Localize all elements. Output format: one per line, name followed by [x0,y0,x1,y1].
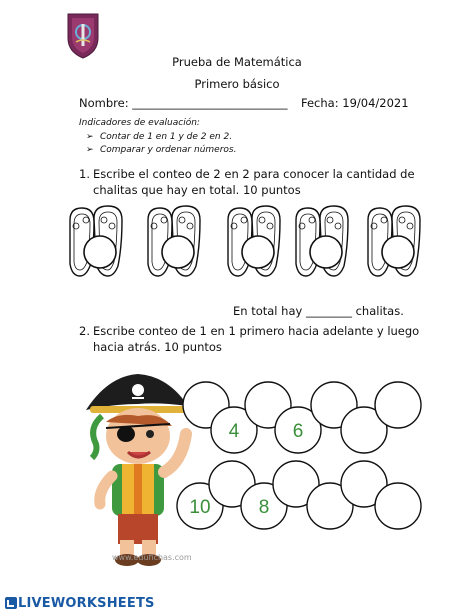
count-number: 4 [228,421,240,442]
edufichas-watermark: www.edufichas.com [112,553,192,562]
circle-row-1 [183,382,421,453]
indicators-title: Indicadores de evaluación: [79,118,200,128]
page-subtitle: Primero básico [194,77,280,91]
question-2: 2. Escribe conteo de 1 en 1 primero hacia adelante y luego hacia atrás. 10 puntos [79,324,420,354]
date-label: Fecha: 19/04/2021 [301,96,409,110]
page-title: Prueba de Matemática [172,55,302,69]
count-number: 6 [292,421,304,442]
question-1: 1. Escribe el conteo de 2 en 2 para conocer la cantidad de chalitas que hay en total. 10 puntos [79,167,415,197]
counting-circles [176,380,466,580]
indicator-item: ➢ Contar de 1 en 1 y de 2 en 2. [86,132,233,142]
count-number: 10 [189,497,211,518]
school-crest-logo [66,12,100,60]
count-number: 8 [258,497,270,518]
total-answer-line[interactable]: En total hay ________ chalitas. [233,304,404,318]
arrow-bullet-icon: ➢ [86,132,94,142]
arrow-bullet-icon: ➢ [86,145,94,155]
circle-row-2 [177,461,421,529]
liveworksheets-logo-icon [4,596,18,610]
count-circle[interactable] [375,382,421,428]
indicator-item: ➢ Comparar y ordenar números. [86,145,237,155]
name-field[interactable]: Nombre: ___________________________ [79,96,288,110]
count-circle[interactable] [375,483,421,529]
flip-flops-illustration [62,200,448,280]
liveworksheets-brand: LIVEWORKSHEETS [18,596,155,611]
